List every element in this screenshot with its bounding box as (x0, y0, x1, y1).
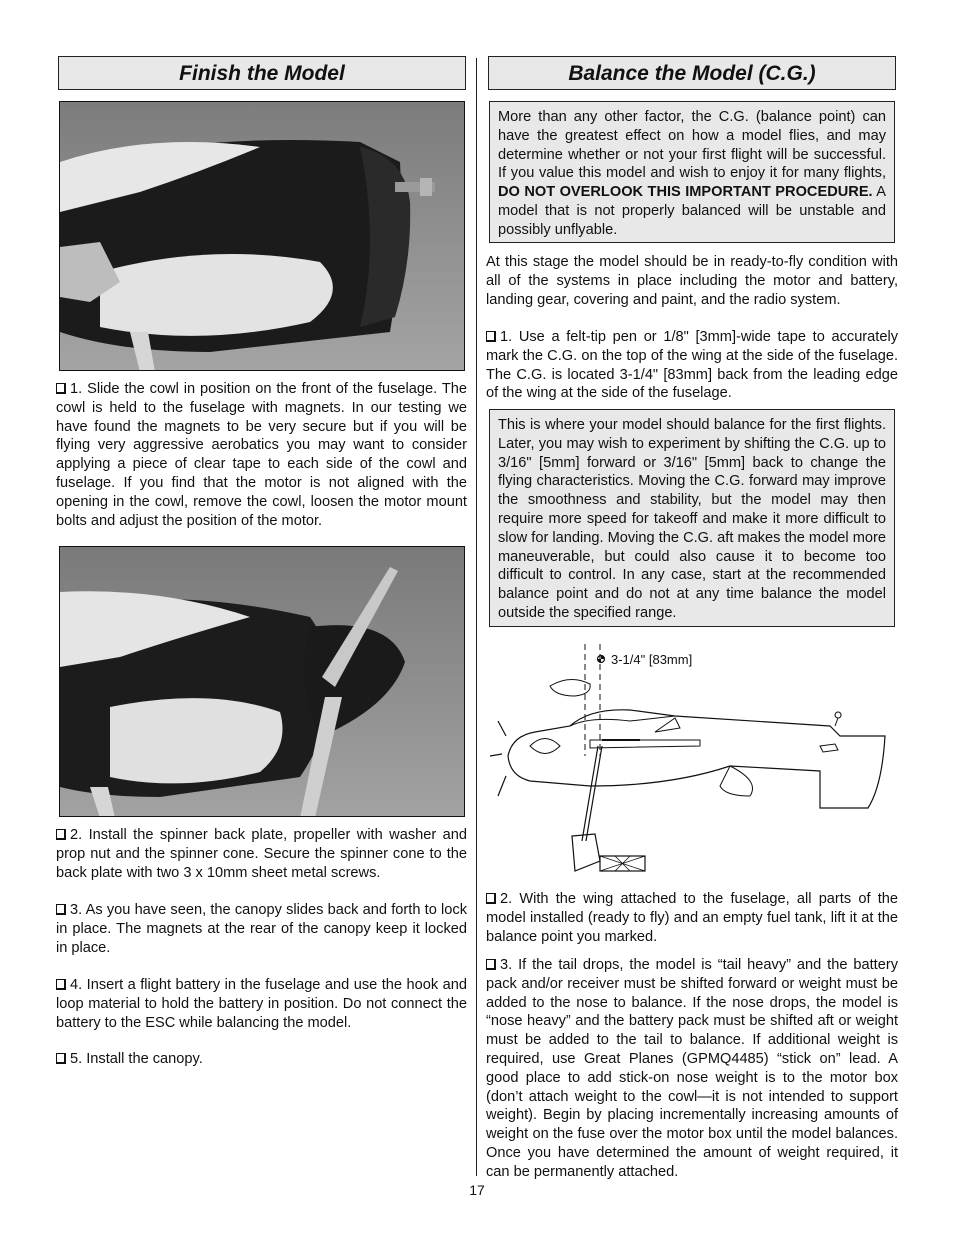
right-step-3-text: 3. If the tail drops, the model is “tail heavy” and the battery pack and/or receiver must be shifted forward or weight must be added to the nose to balance. If the nose drops, the model is “nose heavy” and the battery pack must be shifted aft or weight must be added to the tail to balance. If additional weight is required, use Great Planes (GPMQ4485) “stick on” lead. A good place to add stick-on nose weight is to the motor box (don’t attach weight to the cowl—it is not intended to support weight). Begin by placing incrementally increasing amounts of weight on the fuse over the motor box until the model balances. Once you have determined the amount of weight required, it can be permanently attached. (486, 957, 898, 1180)
cg-diagram (490, 636, 895, 881)
left-step-1 (56, 380, 467, 530)
left-step-5-text: 5. Install the canopy. (70, 1051, 203, 1067)
ready-to-fly-text: At this stage the model should be in ready-to-fly condition with all of the systems in place including the motor and battery, landing gear, covering and paint, and the radio system. (486, 254, 898, 308)
cg-importance-box (489, 101, 895, 243)
balance-stand-post (582, 746, 598, 841)
left-step-3 (56, 901, 467, 957)
finish-model-header: Finish the Model (58, 56, 466, 90)
cg-distance-label: 3-1/4" [83mm] (611, 652, 693, 667)
right-step-2 (486, 890, 898, 946)
cowl-photo-image (60, 102, 465, 371)
canopy-outline (570, 716, 675, 726)
checkbox-icon[interactable] (486, 893, 496, 904)
checkbox-icon[interactable] (56, 829, 66, 840)
checkbox-icon[interactable] (56, 979, 66, 990)
right-step-1 (486, 328, 898, 403)
airplane-outline (508, 710, 885, 808)
cg-importance-bold: DO NOT OVERLOOK THIS IMPORTANT PROCEDURE. (498, 184, 873, 201)
left-step-4 (56, 976, 467, 1032)
checkbox-icon[interactable] (486, 331, 496, 342)
right-step-1-text: 1. Use a felt-tip pen or 1/8" [3mm]-wide tape to accurately mark the C.G. on the top of the wing at the side of the fuselage. The C.G. is located 3-1/4" [83mm] back from the leading edge of the wing at the side of the fuselage. (486, 329, 898, 402)
stabilizer (820, 744, 838, 752)
balance-range-box: This is where your model should balance for the first flights. Later, you may wish to experiment by shifting the C.G. up to 3/16" [5mm] forward or 3/16" [5mm] back to change the flying characteristics. Moving the C.G. forward may improve the smoothness and stability, but the model may then require more speed for takeoff and make it more difficult to slow for landing. Moving the C.G. aft makes the model more maneuverable, but could also cause it to become too difficult to control. In any case, start at the recommended balance point and do not at any time balance the model outside the specified range. (489, 409, 895, 627)
page-number: 17 (469, 1182, 485, 1198)
propeller-icon (490, 721, 506, 796)
propeller-photo-image (60, 547, 465, 817)
checkbox-icon[interactable] (56, 904, 66, 915)
left-step-5 (56, 1050, 467, 1069)
propeller-photo (59, 546, 465, 817)
left-step-2-text: 2. Install the spinner back plate, propeller with washer and prop nut and the spinner cone. Secure the spinner cone to the back plate with two 3 x 10mm sheet metal screws. (56, 827, 467, 881)
left-step-2 (56, 826, 467, 882)
wing-root (590, 740, 700, 748)
wing-airfoil (550, 679, 590, 696)
left-step-3-text: 3. As you have seen, the canopy slides back and forth to lock in place. The magnets at the rear of the canopy keep it locked in place. (56, 902, 467, 956)
right-step-2-text: 2. With the wing attached to the fuselage, all parts of the model installed (ready to fly) and an empty fuel tank, lift it at the balance point you marked. (486, 891, 898, 945)
left-step-1-text: 1. Slide the cowl in position on the front of the fuselage. The cowl is held to the fuselage with magnets. In our testing we have found the magnets to be very secure but if you will be flying very aggressive aerobatics you may want to consider applying a piece of clear tape to each side of the cowl and fuselage. If you find that the motor is not aligned with the opening in the cowl, remove the cowl, loosen the motor mount bolts and adjust the position of the motor. (56, 381, 467, 529)
checkbox-icon[interactable] (56, 383, 66, 394)
cowl-photo (59, 101, 465, 371)
cg-importance-text: More than any other factor, the C.G. (balance point) can have the greatest effect on how a model flies, and may determine whether or not your first flight will be successful. If you value this model and wish to enjoy it for many flights, (498, 109, 886, 182)
cowl-oval (530, 739, 560, 754)
checkbox-icon[interactable] (486, 959, 496, 970)
balance-model-header: Balance the Model (C.G.) (488, 56, 896, 90)
left-step-4-text: 4. Insert a flight battery in the fuselage and use the hook and loop material to hold the battery in position. Do not connect the battery to the ESC while balancing the model. (56, 977, 467, 1031)
cg-importance-text-after: A model that is not properly balanced will be unstable and possibly unflyable. (498, 184, 886, 238)
column-divider (476, 58, 477, 1176)
checkbox-icon[interactable] (56, 1053, 66, 1064)
right-step-3 (486, 956, 898, 1182)
